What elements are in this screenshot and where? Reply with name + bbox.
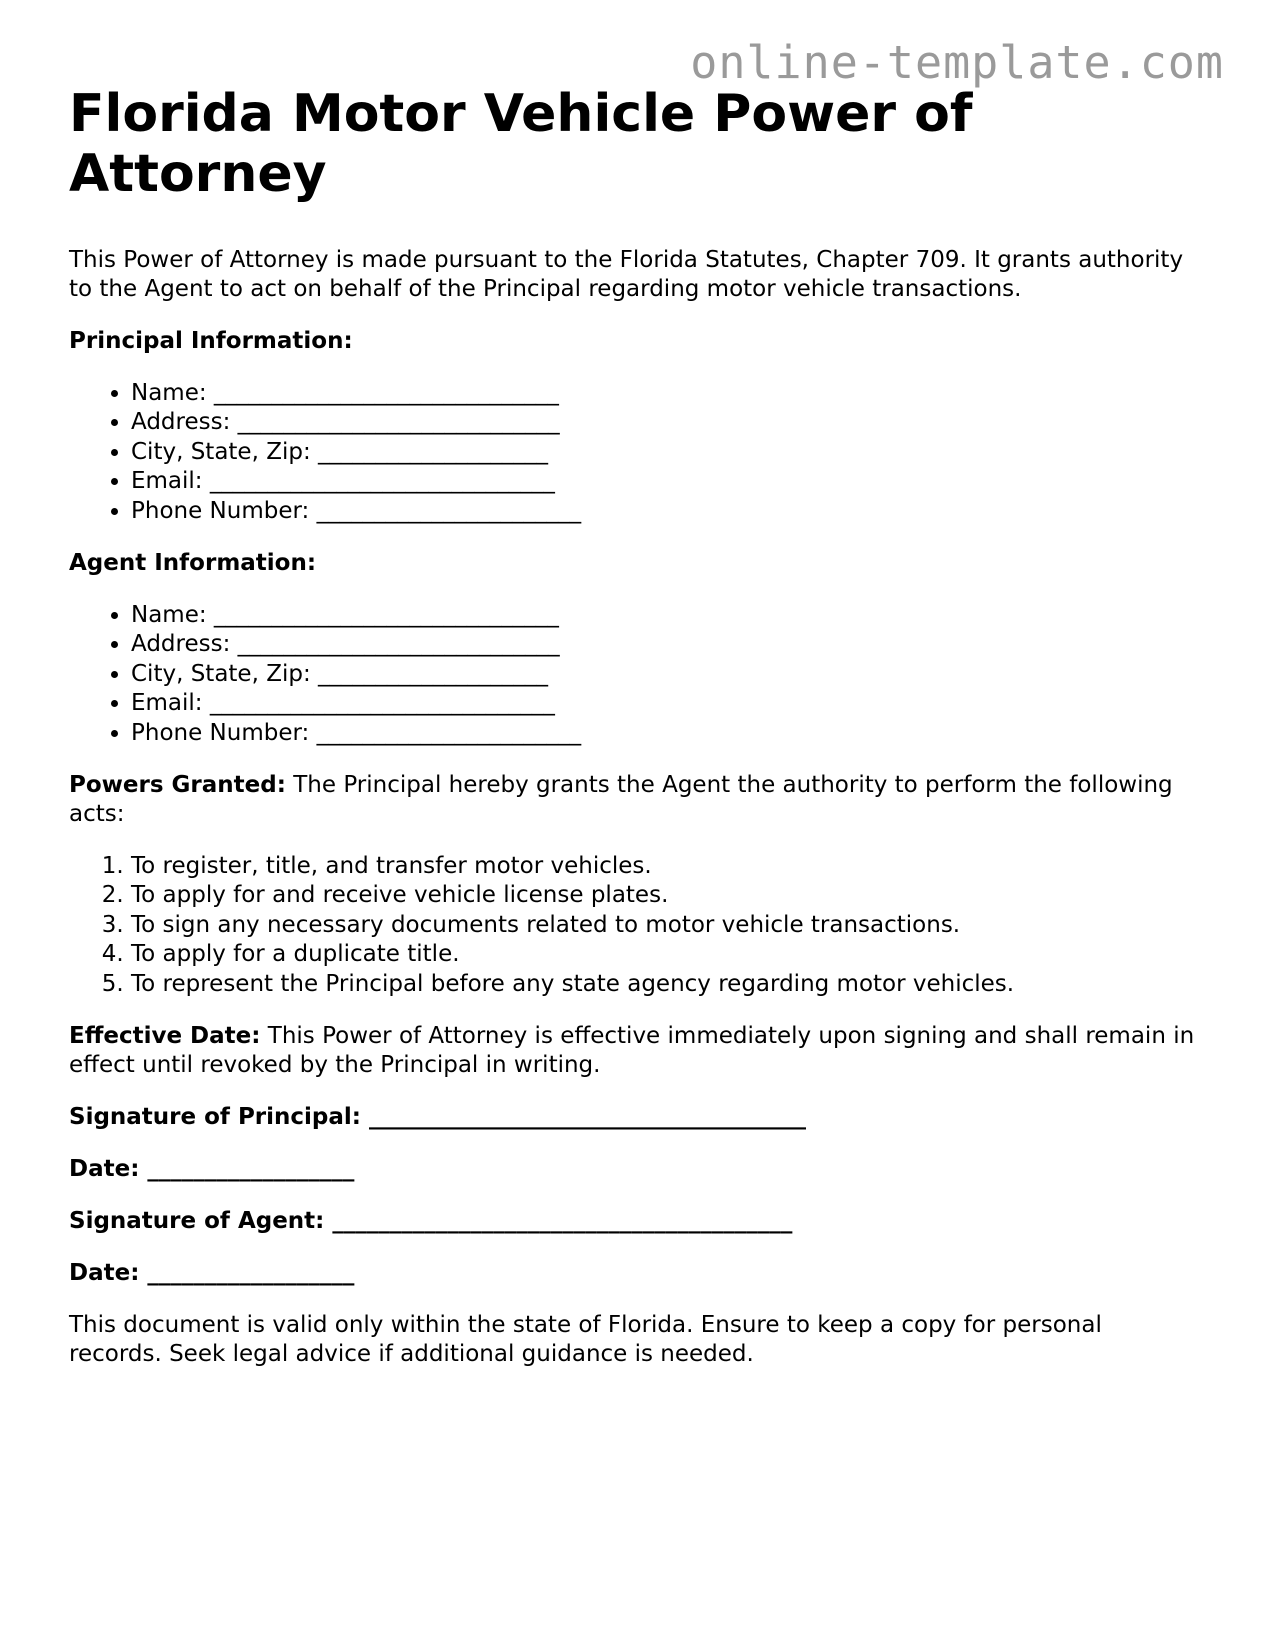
field-blank[interactable]: ____________________________ (237, 631, 560, 658)
powers-paragraph (69, 771, 1199, 829)
agent-phone-field[interactable] (131, 719, 1199, 748)
document-body (69, 84, 1199, 1392)
principal-signature-blank[interactable]: ______________________________________ (369, 1104, 806, 1131)
field-blank[interactable]: _______________________ (316, 719, 582, 746)
field-blank[interactable]: ____________________ (318, 438, 549, 465)
principal-address-field[interactable] (131, 408, 1199, 437)
power-item: 4. To apply for a duplicate title. (131, 940, 1199, 969)
principal-city-state-zip-field[interactable] (131, 438, 1199, 467)
agent-address-field[interactable] (131, 630, 1199, 659)
power-item: 2. To apply for and receive vehicle license plates. (131, 881, 1199, 910)
field-blank[interactable]: ______________________________ (209, 468, 555, 495)
field-label: City, State, Zip: (131, 438, 311, 465)
power-item: 3. To sign any necessary documents related to motor vehicle transactions. (131, 911, 1199, 940)
effective-date-heading: Effective Date: (69, 1023, 261, 1050)
principal-date-line[interactable] (69, 1155, 1199, 1184)
field-label: Name: (131, 602, 207, 629)
agent-date-blank[interactable]: __________________ (147, 1260, 355, 1287)
field-label: Phone Number: (131, 497, 310, 524)
principal-heading: Principal Information: (69, 328, 353, 354)
power-item: 5. To represent the Principal before any state agency regarding motor vehicles. (131, 970, 1199, 999)
principal-name-field[interactable] (131, 379, 1199, 408)
agent-signature-label: Signature of Agent: (69, 1208, 325, 1235)
field-blank[interactable]: ____________________________ (237, 409, 560, 436)
agent-city-state-zip-field[interactable] (131, 660, 1199, 689)
effective-date-text: This Power of Attorney is effective immediately upon signing and shall remain in effect until revoked by the Principal in writing. (69, 1023, 1195, 1079)
footer-note: This document is valid only within the state of Florida. Ensure to keep a copy for personal records. Seek legal advice if additional guidance is needed. (69, 1312, 1102, 1368)
field-label: Email: (131, 690, 203, 717)
effective-date-paragraph (69, 1022, 1199, 1080)
field-label: Email: (131, 468, 203, 495)
agent-date-label: Date: (69, 1260, 140, 1287)
principal-signature-line[interactable] (69, 1103, 1199, 1132)
field-blank[interactable]: ______________________________ (213, 602, 559, 629)
agent-heading: Agent Information: (69, 550, 317, 577)
field-label: City, State, Zip: (131, 660, 311, 687)
field-label: Name: (131, 380, 207, 406)
powers-list (69, 852, 1199, 999)
powers-text: The Principal hereby grants the Agent the authority to perform the following acts: (69, 772, 1173, 828)
field-label: Address: (131, 631, 231, 658)
field-blank[interactable]: ____________________ (318, 660, 549, 687)
field-label: Phone Number: (131, 719, 310, 746)
agent-signature-blank[interactable]: ________________________________________ (332, 1208, 793, 1235)
principal-fields-list (69, 379, 1199, 526)
powers-heading: Powers Granted: (69, 772, 286, 799)
power-item: 1. To register, title, and transfer motor vehicles. (131, 852, 1199, 881)
agent-fields-list (69, 601, 1199, 748)
principal-signature-label: Signature of Principal: (69, 1104, 361, 1131)
field-label: Address: (131, 409, 231, 436)
field-blank[interactable]: ______________________________ (213, 380, 559, 406)
document-title: Florida Motor Vehicle Power of Attorney (69, 84, 973, 204)
principal-date-blank[interactable]: __________________ (147, 1156, 355, 1183)
intro-paragraph: This Power of Attorney is made pursuant to the Florida Statutes, Chapter 709. It grants authority to the Agent to act on behalf of the Principal regarding motor vehicle transactions. (69, 247, 1184, 302)
field-blank[interactable]: ______________________________ (209, 690, 555, 717)
principal-phone-field[interactable] (131, 497, 1199, 526)
agent-email-field[interactable] (131, 689, 1199, 718)
field-blank[interactable]: _______________________ (316, 497, 582, 524)
agent-date-line[interactable] (69, 1259, 1199, 1288)
agent-signature-line[interactable] (69, 1207, 1199, 1236)
agent-name-field[interactable] (131, 601, 1199, 630)
principal-date-label: Date: (69, 1156, 140, 1183)
principal-email-field[interactable] (131, 467, 1199, 496)
watermark: online-template.com (690, 36, 1224, 89)
